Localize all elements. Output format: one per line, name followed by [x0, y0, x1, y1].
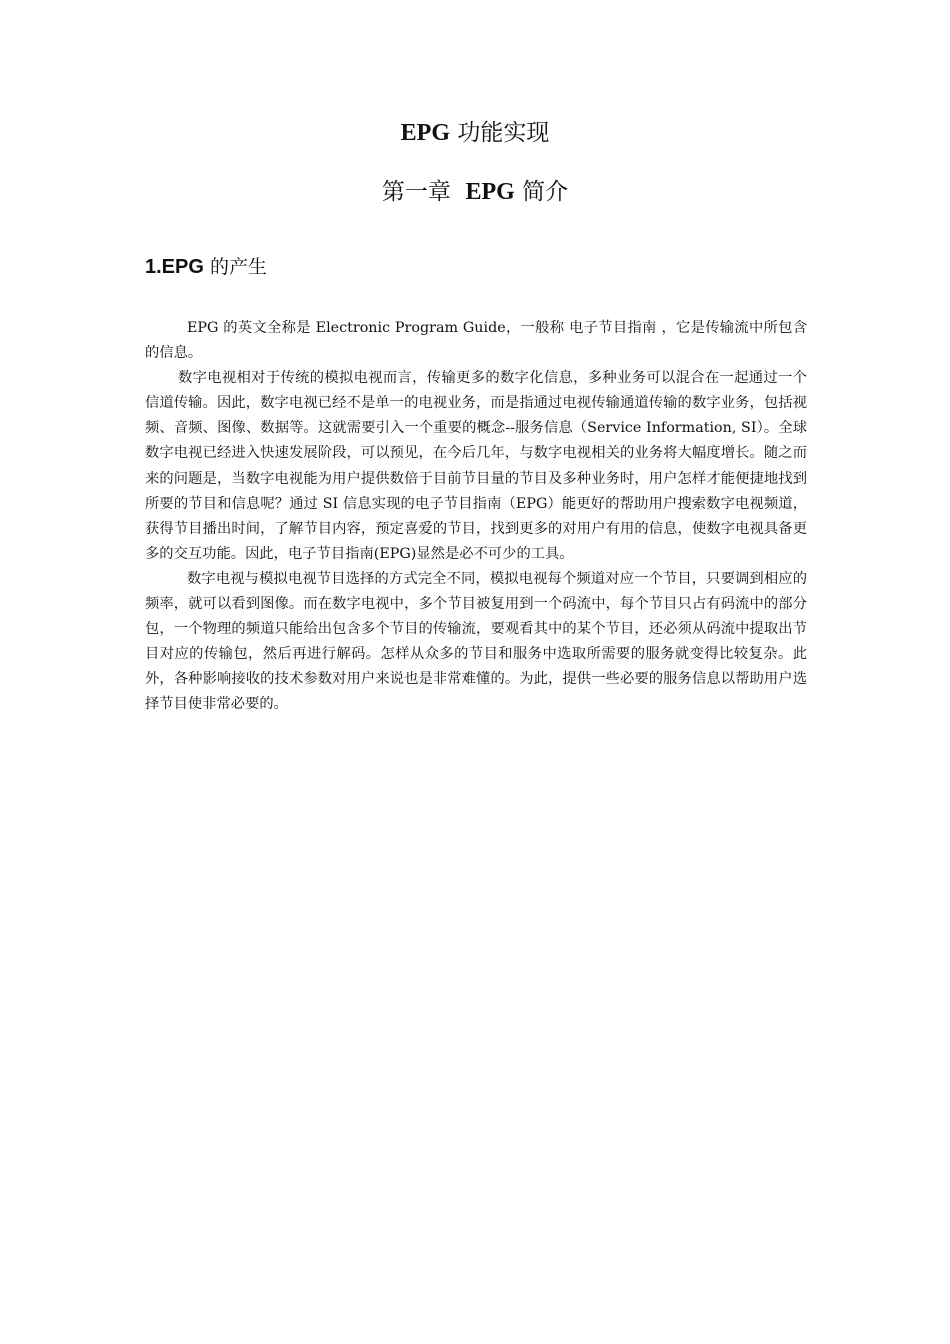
- chapter-title-prefix: 第一章: [381, 179, 466, 205]
- document-title: [0, 117, 950, 149]
- chapter-title: [0, 176, 950, 208]
- document-title-rest: 功能实现: [450, 120, 550, 146]
- paragraph-service-information: 数字电视相对于传统的模拟电视而言，传输更多的数字化信息，多种业务可以混合在一起通过一个信道传输。因此，数字电视已经不是单一的电视业务，而是指通过电视传输通道传输的数字业务，包括视频、音频、图像、数据等。这就需要引入一个重要的概念--服务信息（Service Information, SI）。全球数字电视已经进入快速发展阶段，可以预见，在今后几年，与数字电视相关的业务将大幅度增长。随之而来的问题是，当数字电视能为用户提供数倍于目前节目量的节目及多种业务时，用户怎样才能便捷地找到所要的节目和信息呢？通过 SI 信息实现的电子节目指南（EPG）能更好的帮助用户搜索数字电视频道，获得节目播出时间，了解节目内容，预定喜爱的节目，找到更多的对用户有用的信息，使数字电视具备更多的交互功能。因此，电子节目指南(EPG)显然是必不可少的工具。: [145, 370, 807, 562]
- section-heading-number: 1.EPG: [145, 256, 204, 278]
- chapter-title-latin: EPG: [465, 179, 515, 205]
- document-title-latin: EPG: [400, 120, 451, 146]
- section-heading-rest: 的产生: [203, 256, 267, 278]
- chapter-title-rest: 简介: [514, 179, 569, 205]
- body-text: [145, 316, 807, 718]
- paragraph-epg-definition: EPG 的英文全称是 Electronic Program Guide，一般称 电子节目指南 ，它是传输流中所包含的信息。: [145, 320, 807, 362]
- paragraph-program-selection: 数字电视与模拟电视节目选择的方式完全不同，模拟电视每个频道对应一个节目，只要调到相应的频率，就可以看到图像。而在数字电视中，多个节目被复用到一个码流中，每个节目只占有码流中的部分包，一个物理的频道只能给出包含多个节目的传输流，要观看其中的某个节目，还必须从码流中提取出节目对应的传输包，然后再进行解码。怎样从众多的节目和服务中选取所需要的服务就变得比较复杂。此外，各种影响接收的技术参数对用户来说也是非常难懂的。为此，提供一些必要的服务信息以帮助用户选择节目使非常必要的。: [145, 570, 807, 713]
- section-heading: [145, 253, 267, 281]
